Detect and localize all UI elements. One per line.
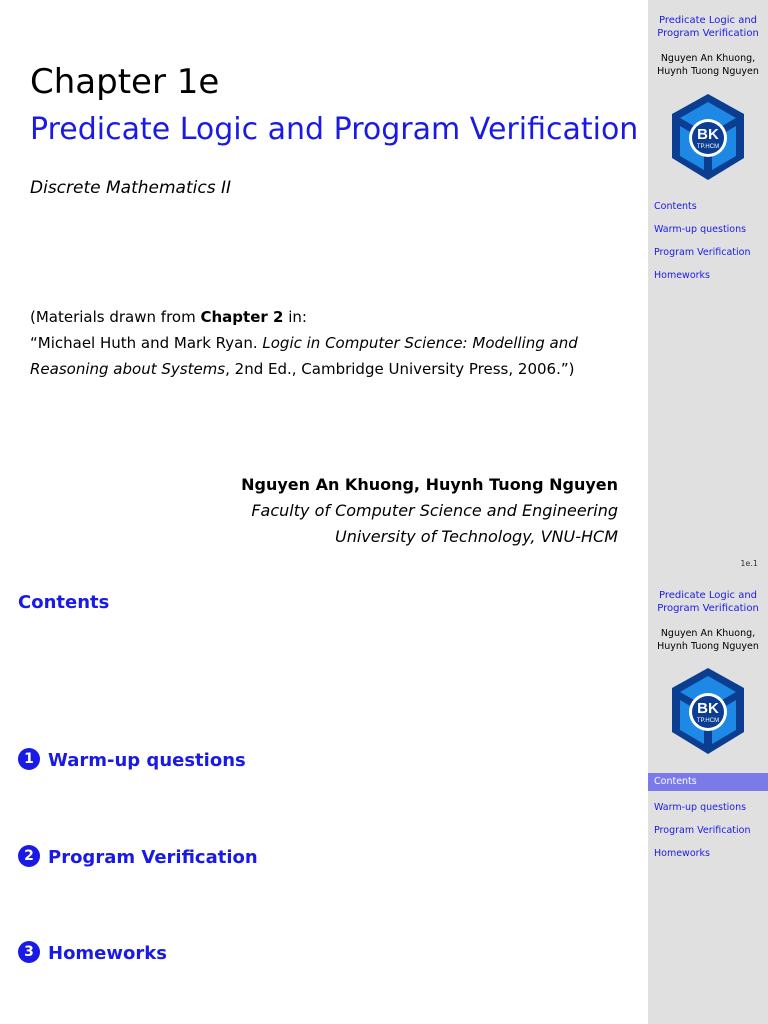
sidebar-nav-contents[interactable]: Contents bbox=[648, 773, 768, 791]
sidebar-nav-homeworks[interactable]: Homeworks bbox=[654, 848, 710, 859]
logo-subtext: TP.HCM bbox=[696, 718, 720, 724]
toc-item-program-verification[interactable] bbox=[18, 847, 258, 869]
toc-label: Program Verification bbox=[48, 847, 258, 868]
sidebar-authors-line1: Nguyen An Khuong, bbox=[660, 628, 756, 639]
affiliation-university: University of Technology, VNU-HCM bbox=[334, 527, 618, 546]
toc-item-homeworks[interactable] bbox=[18, 943, 167, 965]
contents-heading: Contents bbox=[18, 592, 110, 613]
sidebar-nav-contents[interactable]: Contents bbox=[654, 201, 697, 212]
sidebar-nav-warm-up[interactable]: Warm-up questions bbox=[654, 802, 747, 813]
sidebar-authors-line2: Huynh Tuong Nguyen bbox=[657, 66, 759, 77]
bk-logo-icon bbox=[664, 92, 752, 184]
reference-authors: “Michael Huth and Mark Ryan. bbox=[30, 334, 263, 352]
sidebar-title-line1: Predicate Logic and bbox=[658, 590, 758, 601]
sidebar-nav-warm-up[interactable]: Warm-up questions bbox=[654, 224, 747, 235]
reference-publisher: , 2nd Ed., Cambridge University Press, 2006.”) bbox=[225, 360, 575, 378]
slide-title: Predicate Logic and Program Verification bbox=[30, 112, 639, 147]
toc-label: Warm-up questions bbox=[48, 750, 246, 771]
logo-subtext: TP.HCM bbox=[696, 144, 720, 150]
reference-note bbox=[30, 304, 630, 382]
sidebar-nav bbox=[648, 773, 768, 865]
reference-prefix: (Materials drawn from bbox=[30, 308, 201, 326]
reference-suffix: in: bbox=[283, 308, 307, 326]
contents-slide bbox=[0, 576, 768, 1024]
logo-text: BK bbox=[697, 700, 719, 717]
bk-logo-icon bbox=[664, 666, 752, 758]
sidebar-nav-program-verification[interactable]: Program Verification bbox=[654, 825, 751, 836]
sidebar-nav bbox=[648, 195, 768, 287]
course-name: Discrete Mathematics II bbox=[30, 178, 231, 198]
toc-label: Homeworks bbox=[48, 943, 167, 964]
sidebar-title-line1: Predicate Logic and bbox=[658, 15, 758, 26]
sidebar-authors bbox=[648, 52, 768, 78]
sidebar-nav-program-verification[interactable]: Program Verification bbox=[654, 247, 751, 258]
slide-number: 1e.1 bbox=[740, 559, 758, 568]
reference-chapter: Chapter 2 bbox=[200, 308, 284, 326]
toc-item-warm-up[interactable] bbox=[18, 750, 246, 772]
logo-text: BK bbox=[697, 126, 719, 143]
sidebar-authors-line1: Nguyen An Khuong, bbox=[660, 53, 756, 64]
toc-number-badge: 3 bbox=[18, 941, 40, 963]
toc-number-badge: 2 bbox=[18, 845, 40, 867]
sidebar-nav-homeworks[interactable]: Homeworks bbox=[654, 270, 710, 281]
sidebar-title[interactable] bbox=[648, 589, 768, 615]
chapter-label: Chapter 1e bbox=[30, 62, 220, 102]
sidebar bbox=[648, 576, 768, 1024]
toc-number-badge: 1 bbox=[18, 748, 40, 770]
sidebar-title-line2: Program Verification bbox=[657, 28, 759, 39]
reference-book-title: Logic in Computer Science: Modelling and Reasoning about Systems bbox=[30, 334, 578, 378]
author-block bbox=[241, 472, 618, 550]
author-names: Nguyen An Khuong, Huynh Tuong Nguyen bbox=[241, 475, 618, 494]
sidebar-title-line2: Program Verification bbox=[657, 603, 759, 614]
sidebar bbox=[648, 0, 768, 576]
sidebar-authors-line2: Huynh Tuong Nguyen bbox=[657, 641, 759, 652]
sidebar-title[interactable] bbox=[648, 14, 768, 40]
affiliation-faculty: Faculty of Computer Science and Engineering bbox=[251, 501, 618, 520]
sidebar-authors bbox=[648, 627, 768, 653]
